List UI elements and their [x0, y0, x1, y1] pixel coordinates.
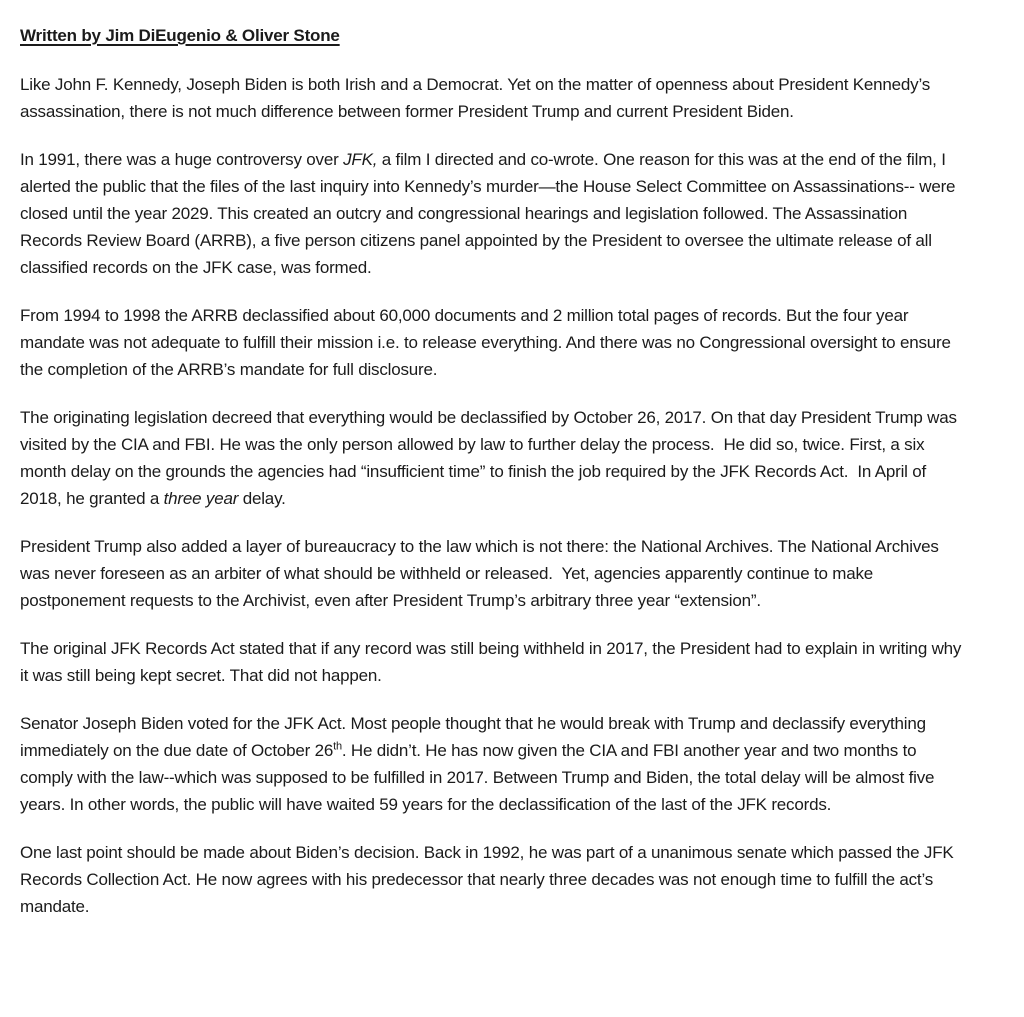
paragraph — [20, 839, 970, 920]
text-run: The originating legislation decreed that everything would be declassified by October 26, 2017. On that day President Trump was visited by the CIA and FBI. He was the only person allowed by law to further delay the process. He did so, twice. First, a six month delay on the grounds the agencies had “insufficient time” to finish the job required by the JFK Records Act. In April of 2018, he granted a — [20, 408, 962, 508]
text-run: a film I directed and co-wrote. One reason for this was at the end of the film, I alerted the public that the files of the last inquiry into Kennedy’s murder—the House Select Committee on Assassinations-- were closed until the year 2029. This created an outcry and congressional hearings and legislation followed. The Assassination Records Review Board (ARRB), a five person citizens panel appointed by the President to oversee the ultimate release of all classified records on the JFK case, was formed. — [20, 150, 960, 277]
text-run: From 1994 to 1998 the ARRB declassified about 60,000 documents and 2 million total pages of records. But the four year mandate was not adequate to fulfill their mission i.e. to release everything. And there was no Congressional oversight to ensure the completion of the ARRB’s mandate for full disclosure. — [20, 306, 956, 379]
text-run: In 1991, there was a huge controversy over — [20, 150, 344, 169]
text-run: One last point should be made about Biden’s decision. Back in 1992, he was part of a unanimous senate which passed the JFK Records Collection Act. He now agrees with his predecessor that nearly three decades was not enough time to fulfill the act’s mandate. — [20, 843, 959, 916]
text-run: Senator Joseph Biden voted for the JFK Act. Most people thought that he would break with Trump and declassify everything immediately on the due date of October 26 — [20, 714, 931, 760]
paragraph — [20, 710, 970, 818]
document-body — [20, 71, 970, 920]
text-run: delay. — [238, 489, 286, 508]
paragraph — [20, 71, 970, 125]
paragraph — [20, 302, 970, 383]
text-run: President Trump also added a layer of bureaucracy to the law which is not there: the National Archives. The National Archives was never foreseen as an arbiter of what should be withheld or released. Yet, agencies apparently continue to make postponement requests to the Archivist, even after President Trump’s arbitrary three year “extension”. — [20, 537, 948, 610]
text-run: th — [333, 740, 342, 753]
text-run: Like John F. Kennedy, Joseph Biden is both Irish and a Democrat. Yet on the matter of openness about President Kennedy’s assassination, there is not much difference between former President Trump and current President Biden. — [20, 75, 940, 121]
text-run: JFK, — [343, 150, 378, 169]
text-run: three year — [163, 489, 239, 508]
paragraph — [20, 146, 970, 281]
paragraph — [20, 635, 970, 689]
byline: Written by Jim DiEugenio & Oliver Stone — [20, 26, 340, 45]
text-run: The original JFK Records Act stated that if any record was still being withheld in 2017, the President had to explain in writing why it was still being kept secret. That did not happen. — [20, 639, 966, 685]
paragraph — [20, 404, 970, 512]
text-run: . He didn’t. He has now given the CIA and FBI another year and two months to comply with the law--which was supposed to be fulfilled in 2017. Between Trump and Biden, the total delay will be almost five years. In other words, the public will have waited 59 years for the declassification of the last of the JFK records. — [20, 741, 939, 814]
paragraph — [20, 533, 970, 614]
